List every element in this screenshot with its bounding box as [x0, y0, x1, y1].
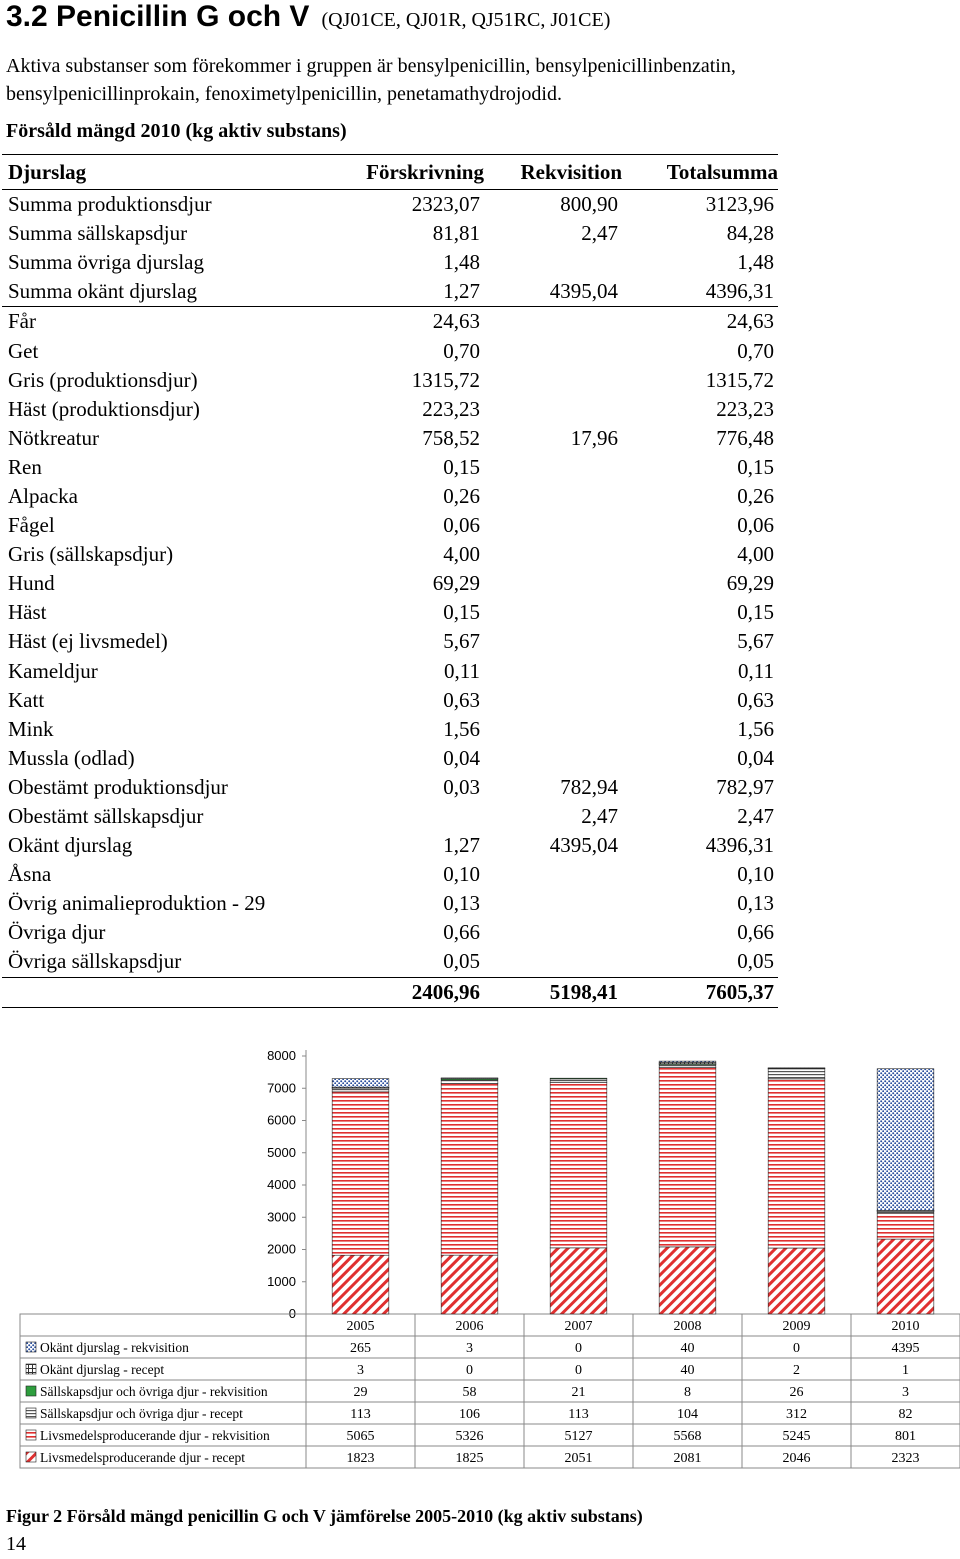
- value-cell: 0,05: [443, 949, 480, 974]
- value-cell: 69,29: [726, 571, 774, 596]
- bar-segment: [768, 1079, 825, 1248]
- value-cell: 0,26: [443, 483, 480, 508]
- data-value-label: 106: [459, 1407, 480, 1422]
- total-row: [2, 977, 778, 1007]
- value-cell: 0,26: [737, 483, 774, 508]
- data-value-label: 40: [680, 1341, 695, 1356]
- bar-segment: [332, 1092, 389, 1255]
- animal-type-cell: Häst (produktionsdjur): [8, 396, 200, 421]
- data-value-label: 40: [680, 1363, 695, 1378]
- atc-codes: (QJ01CE, QJ01R, QJ51RC, J01CE): [321, 9, 611, 31]
- data-value-label: 5127: [564, 1429, 593, 1444]
- animal-type-cell: Nötkreatur: [8, 425, 99, 450]
- table-row: [2, 831, 778, 860]
- bar-segment: [332, 1079, 389, 1088]
- value-cell: 1315,72: [705, 367, 774, 392]
- column-header: Totalsumma: [622, 155, 778, 190]
- animal-type-cell: Övriga sällskapsdjur: [8, 949, 182, 974]
- value-cell: 4,00: [737, 542, 774, 567]
- value-cell: 24,63: [622, 307, 778, 337]
- section-title: 3.2 Penicillin G och V: [6, 0, 310, 33]
- table-row: [2, 540, 778, 569]
- figure-caption: Figur 2 Försåld mängd penicillin G och V jämförelse 2005-2010 (kg aktiv substans): [6, 1506, 643, 1526]
- legend-label: Okänt djurslag - rekvisition: [40, 1340, 189, 1355]
- bar-segment: [877, 1069, 934, 1211]
- value-cell: 0,05: [737, 949, 774, 974]
- value-cell: [484, 686, 622, 715]
- data-value-label: 1: [902, 1363, 909, 1378]
- value-cell: [484, 947, 622, 977]
- value-cell: 7605,37: [622, 977, 778, 1007]
- value-cell: 1,27: [443, 279, 480, 304]
- value-cell: 0,15: [737, 454, 774, 479]
- intro-line: Aktiva substanser som förekommer i gruppen är bensylpenicillin, bensylpenicillinbenzatin,: [6, 55, 736, 77]
- table-row: [2, 511, 778, 540]
- data-value-label: 2081: [673, 1451, 702, 1466]
- bar-segment: [441, 1078, 498, 1079]
- value-cell: 24,63: [332, 307, 484, 337]
- value-cell: 0,70: [737, 338, 774, 363]
- intro-line: bensylpenicillinprokain, fenoximetylpenicillin, penetamathydrojodid.: [6, 83, 562, 105]
- bar-segment: [768, 1248, 825, 1314]
- value-cell: [484, 336, 622, 365]
- animal-type-cell: [2, 977, 332, 1007]
- value-cell: 4395,04: [549, 833, 618, 858]
- bar-segment: [550, 1083, 607, 1248]
- value-cell: 0,11: [444, 658, 480, 683]
- data-value-label: 312: [786, 1407, 807, 1422]
- value-cell: 2,47: [737, 804, 774, 829]
- animal-type-cell: Åsna: [8, 862, 52, 887]
- bar-segment: [659, 1067, 716, 1247]
- bar-segment: [877, 1213, 934, 1239]
- y-tick-label: 6000: [267, 1112, 296, 1128]
- animal-type-cell: Summa övriga djurslag: [8, 250, 204, 275]
- value-cell: [484, 598, 622, 627]
- value-cell: 0,10: [443, 862, 480, 887]
- section-heading: [6, 0, 610, 34]
- table-row: [2, 336, 778, 365]
- value-cell: 0,11: [738, 658, 774, 683]
- value-cell: 223,23: [422, 396, 480, 421]
- data-value-label: 82: [898, 1407, 913, 1422]
- data-value-label: 5568: [673, 1429, 702, 1444]
- value-cell: 1,48: [737, 250, 774, 275]
- value-cell: 81,81: [432, 221, 480, 246]
- bar-segment: [550, 1248, 607, 1314]
- animal-type-cell: Obestämt sällskapsdjur: [8, 804, 204, 829]
- data-value-label: 8: [684, 1385, 691, 1400]
- table-row: [2, 248, 778, 277]
- animal-type-cell: Ren: [8, 454, 42, 479]
- x-category-label: 2005: [346, 1319, 375, 1334]
- table-row: [2, 802, 778, 831]
- value-cell: 2406,96: [332, 977, 484, 1007]
- data-value-label: 5065: [346, 1429, 375, 1444]
- legend-label: Sällskapsdjur och övriga djur - rekvisition: [40, 1384, 268, 1399]
- animal-type-cell: Häst (ej livsmedel): [8, 629, 168, 654]
- value-cell: 776,48: [716, 425, 774, 450]
- x-category-label: 2010: [891, 1319, 920, 1334]
- data-value-label: 0: [575, 1363, 582, 1378]
- value-cell: 0,13: [737, 891, 774, 916]
- value-cell: 800,90: [560, 192, 618, 217]
- data-value-label: 113: [350, 1407, 371, 1422]
- value-cell: [484, 395, 622, 424]
- legend-label: Sällskapsdjur och övriga djur - recept: [40, 1406, 243, 1421]
- animal-type-cell: Summa produktionsdjur: [8, 192, 212, 217]
- bar-segment: [332, 1088, 389, 1092]
- value-cell: 4,00: [443, 542, 480, 567]
- table-row: [2, 918, 778, 947]
- y-tick-label: 3000: [267, 1209, 296, 1225]
- animal-type-cell: Fågel: [8, 513, 55, 538]
- column-header: Förskrivning: [332, 155, 484, 190]
- table-row: [2, 277, 778, 307]
- animal-type-cell: Summa okänt djurslag: [8, 279, 197, 304]
- value-cell: 1315,72: [411, 367, 480, 392]
- value-cell: [484, 248, 622, 277]
- data-value-label: 1825: [455, 1451, 484, 1466]
- value-cell: [484, 482, 622, 511]
- y-tick-label: 1000: [267, 1273, 296, 1289]
- stacked-bar-chart: [0, 1032, 960, 1472]
- animal-type-cell: Får: [2, 307, 332, 337]
- value-cell: 1,56: [737, 716, 774, 741]
- legend-label: Livsmedelsproducerande djur - recept: [40, 1450, 246, 1465]
- value-cell: 0,06: [737, 513, 774, 538]
- bar-segment: [768, 1068, 825, 1069]
- legend-swatch: [26, 1430, 36, 1440]
- value-cell: [484, 540, 622, 569]
- value-cell: [484, 889, 622, 918]
- value-cell: [484, 366, 622, 395]
- value-cell: [484, 657, 622, 686]
- intro-paragraph: [6, 52, 956, 108]
- bar-segment: [768, 1069, 825, 1079]
- data-value-label: 2046: [782, 1451, 811, 1466]
- table-header-row: [2, 155, 778, 190]
- animal-type-cell: Gris (produktionsdjur): [8, 367, 198, 392]
- value-cell: 0,15: [443, 454, 480, 479]
- table-row: [2, 453, 778, 482]
- value-cell: 0,06: [443, 513, 480, 538]
- value-cell: [484, 511, 622, 540]
- animal-type-cell: Alpacka: [8, 483, 78, 508]
- column-header: Rekvisition: [484, 155, 622, 190]
- table-row: [2, 395, 778, 424]
- value-cell: 69,29: [432, 571, 480, 596]
- value-cell: 782,97: [716, 774, 774, 799]
- value-cell: 17,96: [570, 425, 618, 450]
- table-row: [2, 482, 778, 511]
- legend-swatch: [26, 1408, 36, 1418]
- table-row: [2, 715, 778, 744]
- data-value-label: 0: [793, 1341, 800, 1356]
- table-row: [2, 627, 778, 656]
- value-cell: 0,15: [443, 600, 480, 625]
- table-row: [2, 219, 778, 248]
- table-row: [2, 947, 778, 977]
- x-category-label: 2006: [455, 1319, 484, 1334]
- value-cell: 5,67: [443, 629, 480, 654]
- bar-segment: [441, 1080, 498, 1083]
- value-cell: 2,47: [581, 804, 618, 829]
- value-cell: 223,23: [716, 396, 774, 421]
- data-value-label: 4395: [891, 1341, 920, 1356]
- data-value-label: 0: [575, 1341, 582, 1356]
- animal-type-cell: Övriga djur: [8, 920, 106, 945]
- value-cell: 0,15: [737, 600, 774, 625]
- data-value-label: 29: [353, 1385, 368, 1400]
- value-cell: [484, 918, 622, 947]
- data-value-label: 3: [466, 1341, 473, 1356]
- data-value-label: 26: [789, 1385, 804, 1400]
- y-tick-label: 7000: [267, 1080, 296, 1096]
- animal-type-cell: Okänt djurslag: [8, 833, 133, 858]
- value-cell: [484, 307, 622, 337]
- data-value-label: 113: [568, 1407, 589, 1422]
- value-cell: 0,03: [443, 774, 480, 799]
- value-cell: 4396,31: [705, 833, 774, 858]
- value-cell: 3123,96: [705, 192, 774, 217]
- value-cell: 1,48: [443, 250, 480, 275]
- x-category-label: 2009: [782, 1319, 811, 1334]
- x-category-label: 2008: [673, 1319, 702, 1334]
- bar-segment: [550, 1079, 607, 1083]
- bar-segment: [659, 1061, 716, 1062]
- animal-type-cell: Mussla (odlad): [8, 745, 135, 770]
- data-value-label: 0: [466, 1363, 473, 1378]
- table-row: [2, 569, 778, 598]
- animal-type-cell: Kameldjur: [8, 658, 98, 683]
- value-cell: 0,04: [443, 745, 480, 770]
- value-cell: 0,63: [443, 687, 480, 712]
- data-value-label: 58: [462, 1385, 477, 1400]
- sales-table: [2, 154, 778, 1008]
- data-value-label: 3: [357, 1363, 364, 1378]
- value-cell: [484, 715, 622, 744]
- animal-type-cell: Gris (sällskapsdjur): [8, 542, 174, 567]
- legend-swatch: [26, 1364, 36, 1374]
- value-cell: [484, 569, 622, 598]
- value-cell: 5,67: [737, 629, 774, 654]
- table-subtitle: Försåld mängd 2010 (kg aktiv substans): [6, 120, 347, 142]
- table-row: [2, 686, 778, 715]
- table-row: [2, 860, 778, 889]
- animal-type-cell: Häst: [8, 600, 47, 625]
- x-category-label: 2007: [564, 1319, 593, 1334]
- table-row: [2, 744, 778, 773]
- value-cell: [484, 453, 622, 482]
- value-cell: 2323,07: [411, 192, 480, 217]
- value-cell: [484, 860, 622, 889]
- legend-swatch: [26, 1386, 36, 1396]
- value-cell: 0,63: [737, 687, 774, 712]
- value-cell: 782,94: [560, 774, 618, 799]
- value-cell: 0,66: [737, 920, 774, 945]
- value-cell: [484, 744, 622, 773]
- y-tick-label: 4000: [267, 1177, 296, 1192]
- animal-type-cell: Mink: [8, 716, 54, 741]
- data-value-label: 1823: [346, 1451, 375, 1466]
- bar-segment: [550, 1078, 607, 1079]
- bar-segment: [332, 1255, 389, 1314]
- y-tick-label: 0: [288, 1306, 296, 1321]
- table-row: [2, 366, 778, 395]
- table-row: [2, 657, 778, 686]
- value-cell: 5198,41: [484, 977, 622, 1007]
- table-body: [2, 190, 778, 1008]
- value-cell: 4396,31: [705, 279, 774, 304]
- data-value-label: 265: [350, 1341, 371, 1356]
- animal-type-cell: Katt: [8, 687, 45, 712]
- value-cell: 0,66: [443, 920, 480, 945]
- page-number: 14: [6, 1533, 26, 1555]
- value-cell: 0,13: [443, 891, 480, 916]
- animal-type-cell: Övrig animalieproduktion - 29: [8, 891, 266, 916]
- legend-swatch: [26, 1452, 36, 1462]
- value-cell: 1,27: [443, 833, 480, 858]
- column-header: Djurslag: [2, 155, 332, 190]
- data-value-label: 2051: [564, 1451, 593, 1466]
- data-value-label: 3: [902, 1385, 909, 1400]
- value-cell: 758,52: [422, 425, 480, 450]
- y-tick-label: 2000: [267, 1241, 296, 1257]
- bar-segment: [441, 1255, 498, 1314]
- value-cell: 84,28: [726, 221, 774, 246]
- animal-type-cell: Summa sällskapsdjur: [8, 221, 188, 246]
- table-row: [2, 424, 778, 453]
- data-value-label: 104: [677, 1407, 698, 1422]
- legend-label: Livsmedelsproducerande djur - rekvisition: [40, 1428, 270, 1443]
- data-value-label: 801: [895, 1429, 916, 1444]
- bar-segment: [441, 1083, 498, 1255]
- value-cell: 4395,04: [549, 279, 618, 304]
- bar-segment: [659, 1247, 716, 1314]
- bar-segment: [877, 1239, 934, 1314]
- data-value-label: 2323: [891, 1451, 920, 1466]
- data-value-label: 5245: [782, 1429, 811, 1444]
- value-cell: 0,04: [737, 745, 774, 770]
- animal-type-cell: Obestämt produktionsdjur: [8, 774, 228, 799]
- value-cell: 0,10: [737, 862, 774, 887]
- table-row: [2, 889, 778, 918]
- data-value-label: 5326: [455, 1429, 484, 1444]
- data-value-label: 2: [793, 1363, 800, 1378]
- table-row: [2, 307, 778, 337]
- table-row: [2, 598, 778, 627]
- value-cell: [332, 802, 484, 831]
- value-cell: [484, 627, 622, 656]
- table-row: [2, 190, 778, 220]
- value-cell: 0,70: [443, 338, 480, 363]
- legend-swatch: [26, 1342, 36, 1352]
- table-row: [2, 773, 778, 802]
- data-value-label: 21: [571, 1385, 586, 1400]
- legend-label: Okänt djurslag - recept: [40, 1362, 165, 1377]
- animal-type-cell: Hund: [8, 571, 55, 596]
- animal-type-cell: Get: [8, 338, 39, 363]
- value-cell: 2,47: [581, 221, 618, 246]
- y-tick-label: 8000: [267, 1048, 296, 1063]
- y-tick-label: 5000: [267, 1144, 296, 1160]
- value-cell: 1,56: [443, 716, 480, 741]
